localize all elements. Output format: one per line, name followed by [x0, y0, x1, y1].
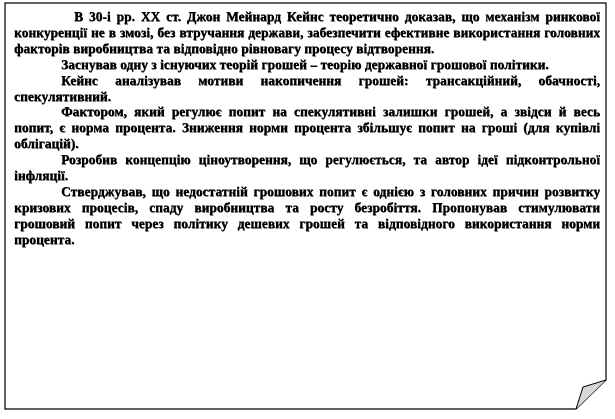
paragraph-5: Розробив концепцію ціноутворення, що регулюється, та автор ідеї підконтрольної інфляції.	[14, 152, 600, 184]
paragraph-6: Стверджував, що недостатній грошових попит є однією з головних причин розвитку кризових процесів, спаду виробництва та росту безробіття. Пропонував стимулювати грошовий попит через політику дешевих грошей та відповідного використання норми процента.	[14, 183, 600, 247]
note-body	[14, 9, 600, 387]
paragraph-1: В 30-і рр. ХХ ст. Джон Мейнард Кейнс теоретично доказав, що механізм ринкової конкуренції не в змозі, без втручання держави, забезпечити ефективне використання головних факторів виробництва та відповідно рівновагу процесу відтворення.	[14, 9, 600, 56]
folded-corner-note	[4, 2, 608, 410]
paragraph-3: Кейнс аналізував мотиви накопичення грошей: трансакційний, обачності, спекулятивний.	[14, 72, 600, 104]
paragraph-2: Заснував одну з існуючих теорій грошей – теорію державної грошової політики.	[61, 56, 549, 72]
paragraph-4: Фактором, який регулює попит на спекулятивні залишки грошей, а звідси й весь попит, є норма процента. Зниження норми процента збільшує попит на гроші (для купівлі облігацій).	[14, 104, 600, 152]
